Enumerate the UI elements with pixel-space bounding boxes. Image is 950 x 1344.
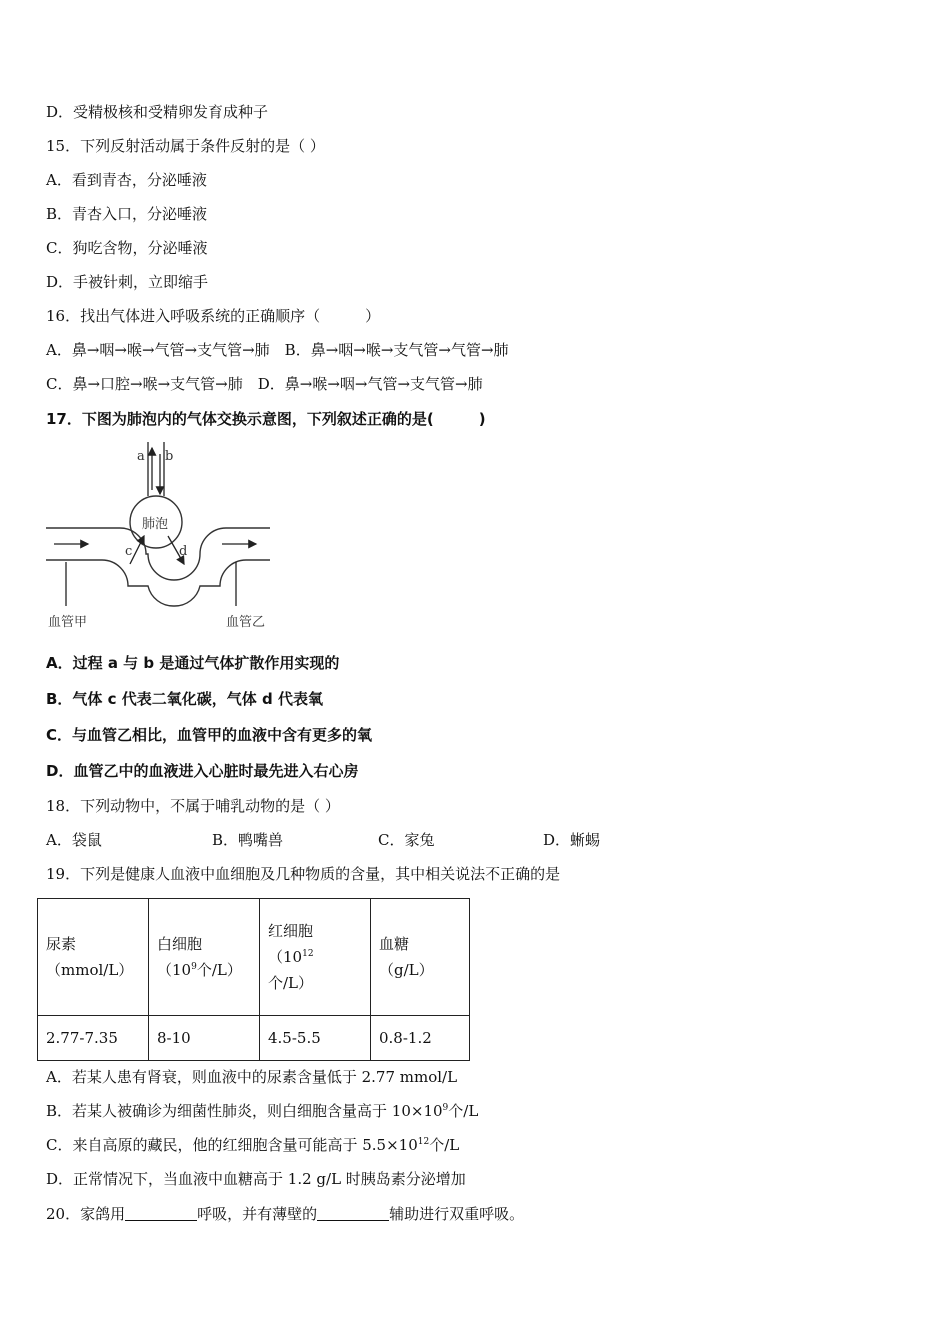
q14-option-d: D．受精极核和受精卵发育成种子	[46, 103, 269, 121]
q16-options-row-1: A．鼻→咽→喉→气管→支气管→肺 B．鼻→咽→喉→支气管→气管→肺	[46, 341, 509, 359]
label-d: d	[179, 544, 188, 559]
q18-option-a: A．袋鼠	[46, 831, 102, 849]
label-alveolus: 肺泡	[142, 517, 169, 532]
q15-option-b: B．青杏入口，分泌唾液	[46, 205, 208, 223]
q17-option-d: D．血管乙中的血液进入心脏时最先进入右心房	[46, 762, 359, 780]
label-a: a	[137, 449, 145, 464]
value-red-cells: 4.5-5.5	[260, 1016, 371, 1061]
q19-option-a: A．若某人患有肾衰，则血液中的尿素含量低于 2.77 mmol/L	[46, 1068, 458, 1086]
value-white-cells: 8-10	[149, 1016, 260, 1061]
table-header-row	[38, 899, 470, 1016]
q15-option-c: C．狗吃含物，分泌唾液	[46, 239, 208, 257]
q16-options-row-2: C．鼻→口腔→喉→支气管→肺 D．鼻→喉→咽→气管→支气管→肺	[46, 375, 483, 393]
q17-option-a: A．过程 a 与 b 是通过气体扩散作用实现的	[46, 654, 340, 672]
label-vessel-1: 血管甲	[48, 615, 88, 630]
q17-stem: 17．下图为肺泡内的气体交换示意图，下列叙述正确的是( )	[46, 410, 486, 428]
q15-option-d: D．手被针刺，立即缩手	[46, 273, 209, 291]
q20-blank-1[interactable]	[125, 1206, 197, 1221]
q16-stem: 16．找出气体进入呼吸系统的正确顺序（ ）	[46, 307, 381, 325]
table-row	[38, 1016, 470, 1061]
q18-option-c: C．家兔	[378, 831, 435, 849]
q15-stem: 15．下列反射活动属于条件反射的是（ ）	[46, 137, 325, 155]
q18-option-b: B．鸭嘴兽	[212, 831, 284, 849]
q17-option-b: B．气体 c 代表二氧化碳，气体 d 代表氧	[46, 690, 323, 708]
header-white-cells: 白细胞 （$10^9$个/L）	[149, 899, 260, 1016]
q19-option-b: B．若某人被确诊为细菌性肺炎，则白细胞含量高于 $10\times 10^9$个/L	[46, 1102, 479, 1120]
blood-content-table	[37, 898, 470, 1061]
value-urea: 2.77-7.35	[38, 1016, 149, 1061]
q15-option-a: A．看到青杏，分泌唾液	[46, 171, 207, 189]
alveolus-gas-exchange-diagram	[44, 440, 276, 634]
q18-stem: 18．下列动物中，不属于哺乳动物的是（ ）	[46, 797, 340, 815]
q20-stem: 20．家鸽用 呼吸，并有薄壁的 辅助进行双重呼吸。	[46, 1205, 525, 1223]
label-c: c	[125, 544, 133, 559]
header-red-cells: 红细胞 （$10^{12}$ 个/L）	[260, 899, 371, 1016]
q18-option-d: D．蜥蜴	[543, 831, 601, 849]
q20-blank-2[interactable]	[317, 1206, 389, 1221]
label-b: b	[165, 449, 174, 464]
q19-stem: 19．下列是健康人血液中血细胞及几种物质的含量，其中相关说法不正确的是	[46, 865, 561, 883]
q19-option-d: D．正常情况下，当血液中血糖高于 1.2 g/L 时胰岛素分泌增加	[46, 1170, 466, 1188]
q19-option-c: C．来自高原的藏民，他的红细胞含量可能高于 $5.5\times 10^{12}$个/L	[46, 1136, 460, 1154]
label-vessel-2: 血管乙	[226, 615, 266, 630]
header-blood-sugar: 血糖 （g/L）	[371, 899, 470, 1016]
value-blood-sugar: 0.8-1.2	[371, 1016, 470, 1061]
header-urea: 尿素 （mmol/L）	[38, 899, 149, 1016]
q17-option-c: C．与血管乙相比，血管甲的血液中含有更多的氧	[46, 726, 373, 744]
